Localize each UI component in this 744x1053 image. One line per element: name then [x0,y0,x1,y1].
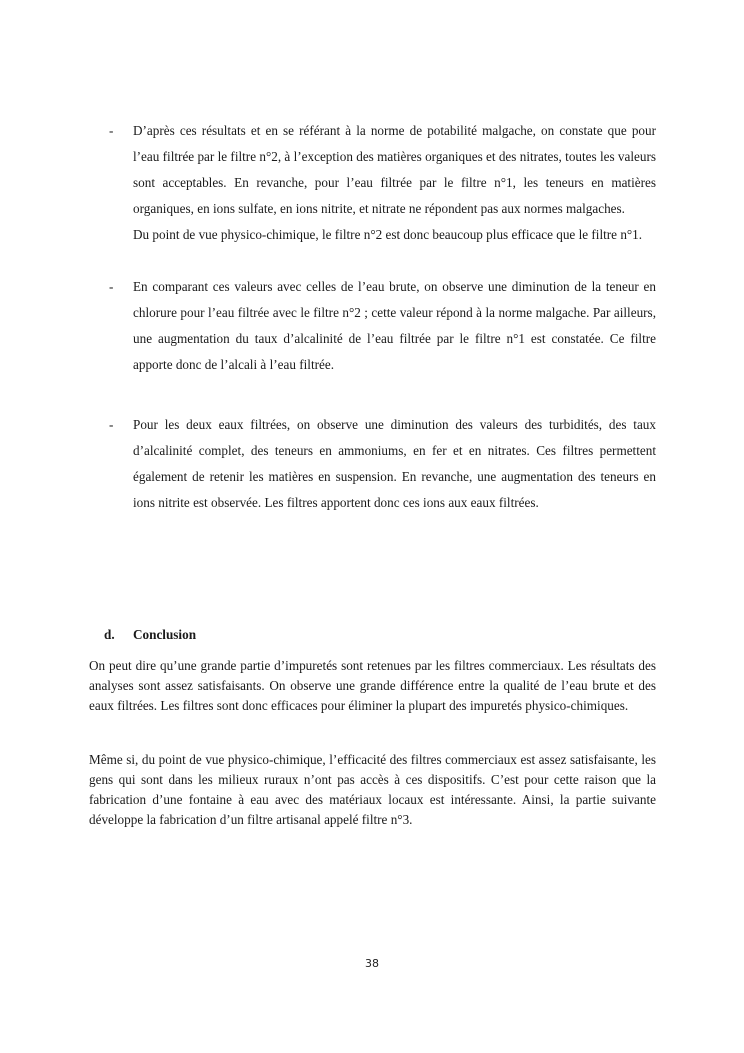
conclusion-paragraph-1: On peut dire qu’une grande partie d’impuretés sont retenues par les filtres commerciaux. Les résultats des analyses sont assez satisfaisants. On observe une grande différence entre la qualité de l’eau brute et des eaux filtrées. Les filtres sont donc efficaces pour éliminer la plupart des impuretés physico-chimiques. [89,658,656,713]
bullet-item-potability [89,118,656,248]
bullet-text: D’après ces résultats et en se référant à la norme de potabilité malgache, on constate que pour l’eau filtrée par le filtre n°2, à l’exception des matières organiques et des nitrates, toutes les valeurs sont acceptables. En revanche, pour l’eau filtrée par le filtre n°1, les teneurs en matières organiques, en ions sulfate, en ions nitrite, et nitrate ne répondent pas aux normes malgaches. [133,123,656,216]
bullet-item-both-waters [89,412,656,516]
bullet-text: En comparant ces valeurs avec celles de l’eau brute, on observe une diminution de la teneur en chlorure pour l’eau filtrée avec le filtre n°2 ; cette valeur répond à la norme malgache. Par ailleurs, une augmentation du taux d’alcalinité de l’eau filtrée par le filtre n°1 est constatée. Ce filtre apporte donc de l’alcali à l’eau filtrée. [133,279,656,372]
bullet-marker: - [109,123,114,138]
results-bullet-list [89,118,656,516]
page-number: 38 [365,957,379,970]
section-heading-conclusion [104,624,196,646]
bullet-marker: - [109,417,114,432]
section-title: Conclusion [133,627,197,642]
section-letter: d. [104,627,115,642]
bullet-conclusion-line: Du point de vue physico-chimique, le filtre n°2 est donc beaucoup plus efficace que le filtre n°1. [133,227,643,242]
bullet-text: Pour les deux eaux filtrées, on observe une diminution des valeurs des turbidités, des taux d’alcalinité complet, des teneurs en ammoniums, en fer et en nitrates. Ces filtres permettent également de retenir les matières en suspension. En revanche, une augmentation des teneurs en ions nitrite est observée. Les filtres apportent donc ces ions aux eaux filtrées. [133,417,656,510]
conclusion-paragraph-2: Même si, du point de vue physico-chimique, l’efficacité des filtres commerciaux est assez satisfaisante, les gens qui sont dans les milieux ruraux n’ont pas accès à ces dispositifs. C’est pour cette raison que la fabrication d’une fontaine à eau avec des matériaux locaux est intéressante. Ainsi, la partie suivante développe la fabrication d’un filtre artisanal appelé filtre n°3. [89,752,656,827]
bullet-marker: - [109,279,114,294]
bullet-item-comparison [89,274,656,378]
